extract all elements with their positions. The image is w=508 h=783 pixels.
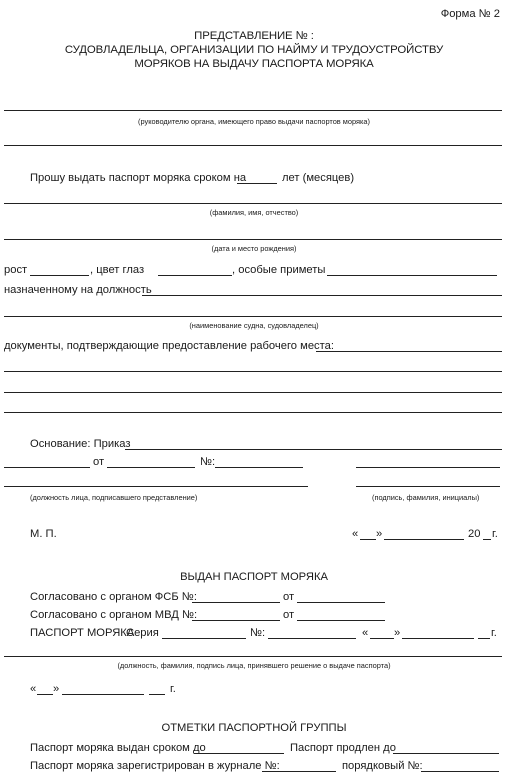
- order-date-field[interactable]: [107, 467, 195, 468]
- special-marks-label: , особые приметы: [232, 264, 326, 276]
- request-suffix: лет (месяцев): [282, 172, 355, 184]
- form-number: Форма № 2: [440, 8, 500, 20]
- journal-number-field[interactable]: [262, 771, 336, 772]
- issue-quote-open: «: [362, 627, 369, 639]
- signature-field[interactable]: [356, 486, 500, 487]
- issue-quote-close: »: [394, 627, 401, 639]
- addressee-line-2[interactable]: [4, 145, 502, 146]
- date-month-field[interactable]: [384, 539, 464, 540]
- documents-field[interactable]: [316, 351, 502, 352]
- documents-line-2[interactable]: [4, 371, 502, 372]
- birth-field[interactable]: [4, 239, 502, 240]
- order-date-label: от: [93, 456, 105, 468]
- serial-number-label: порядковый №:: [342, 760, 423, 772]
- decision-day-field[interactable]: [37, 694, 53, 695]
- order-number-label: №:: [200, 456, 216, 468]
- term-field[interactable]: [237, 183, 277, 184]
- header-subtitle-1: СУДОВЛАДЕЛЬЦА, ОРГАНИЗАЦИИ ПО НАЙМУ И ТРУДОУСТРОЙСТВУ: [64, 44, 444, 56]
- decision-year-field[interactable]: [149, 694, 165, 695]
- basis-label: Основание: Приказ: [30, 438, 131, 450]
- documents-line-4[interactable]: [4, 412, 502, 413]
- fsb-number-field[interactable]: [192, 602, 280, 603]
- decision-month-field[interactable]: [62, 694, 144, 695]
- full-name-field[interactable]: [4, 203, 502, 204]
- fsb-from-label: от: [283, 591, 295, 603]
- decision-maker-field[interactable]: [4, 656, 502, 657]
- signer-position-field[interactable]: [4, 486, 308, 487]
- birth-caption: (дата и место рождения): [211, 244, 297, 253]
- eye-color-field[interactable]: [158, 275, 232, 276]
- header-subtitle-2: МОРЯКОВ НА ВЫДАЧУ ПАСПОРТА МОРЯКА: [134, 58, 374, 70]
- passport-group-title: ОТМЕТКИ ПАСПОРТНОЙ ГРУППЫ: [161, 722, 347, 734]
- order-extra-field[interactable]: [4, 467, 90, 468]
- date-quote-open: «: [352, 528, 359, 540]
- issued-for-field[interactable]: [194, 753, 284, 754]
- mvd-label: Согласовано с органом МВД №:: [30, 609, 198, 621]
- extended-to-field[interactable]: [393, 753, 499, 754]
- order-field[interactable]: [125, 449, 502, 450]
- decision-maker-caption: (должность, фамилия, подпись лица, принявшего решение о выдаче паспорта): [117, 661, 391, 670]
- date-quote-close: »: [376, 528, 383, 540]
- right-field[interactable]: [356, 467, 500, 468]
- full-name-caption: (фамилия, имя, отчество): [209, 208, 299, 217]
- passport-label: ПАСПОРТ МОРЯКА: [30, 627, 135, 639]
- decision-quote-close: »: [53, 683, 60, 695]
- issue-year-field[interactable]: [478, 638, 490, 639]
- fsb-date-field[interactable]: [297, 602, 385, 603]
- mvd-from-label: от: [283, 609, 295, 621]
- registered-label: Паспорт моряка зарегистрирован в журнале №:: [30, 760, 280, 772]
- fsb-label: Согласовано с органом ФСБ №:: [30, 591, 197, 603]
- eye-color-label: , цвет глаз: [90, 264, 145, 276]
- order-number-field[interactable]: [215, 467, 303, 468]
- vessel-caption: (наименование судна, судовладелец): [189, 321, 319, 330]
- date-year-suffix: г.: [492, 528, 498, 540]
- signer-position-caption: (должность лица, подписавшего представление): [30, 493, 198, 502]
- mvd-date-field[interactable]: [297, 620, 385, 621]
- height-label: рост: [4, 264, 28, 276]
- position-field[interactable]: [142, 295, 502, 296]
- issued-for-label: Паспорт моряка выдан сроком до: [30, 742, 206, 754]
- issued-title: ВЫДАН ПАСПОРТ МОРЯКА: [180, 571, 328, 583]
- addressee-line[interactable]: [4, 110, 502, 111]
- stamp-label: М. П.: [30, 528, 57, 540]
- documents-line-3[interactable]: [4, 392, 502, 393]
- signature-caption: (подпись, фамилия, инициалы): [372, 493, 480, 502]
- issue-month-field[interactable]: [402, 638, 474, 639]
- extended-to-label: Паспорт продлен до: [290, 742, 396, 754]
- height-field[interactable]: [30, 275, 89, 276]
- request-prefix: Прошу выдать паспорт моряка сроком на: [30, 172, 247, 184]
- special-marks-field[interactable]: [327, 275, 497, 276]
- decision-quote-open: «: [30, 683, 37, 695]
- series-field[interactable]: [162, 638, 246, 639]
- vessel-field[interactable]: [4, 316, 502, 317]
- position-label: назначенному на должность: [4, 284, 152, 296]
- passport-number-label: №:: [250, 627, 266, 639]
- documents-label: документы, подтверждающие предоставление рабочего места:: [4, 340, 334, 352]
- decision-year-suffix: г.: [170, 683, 176, 695]
- mvd-number-field[interactable]: [192, 620, 280, 621]
- header-title: ПРЕДСТАВЛЕНИЕ № :: [194, 30, 314, 42]
- serial-number-field[interactable]: [421, 771, 499, 772]
- series-label: Серия: [126, 627, 159, 639]
- date-year-field[interactable]: [483, 539, 491, 540]
- passport-number-field[interactable]: [268, 638, 356, 639]
- date-year-prefix: 20: [468, 528, 481, 540]
- addressee-caption: (руководителю органа, имеющего право выдачи паспортов моряка): [138, 117, 370, 126]
- issue-year-suffix: г.: [491, 627, 497, 639]
- issue-day-field[interactable]: [370, 638, 394, 639]
- date-day-field[interactable]: [360, 539, 376, 540]
